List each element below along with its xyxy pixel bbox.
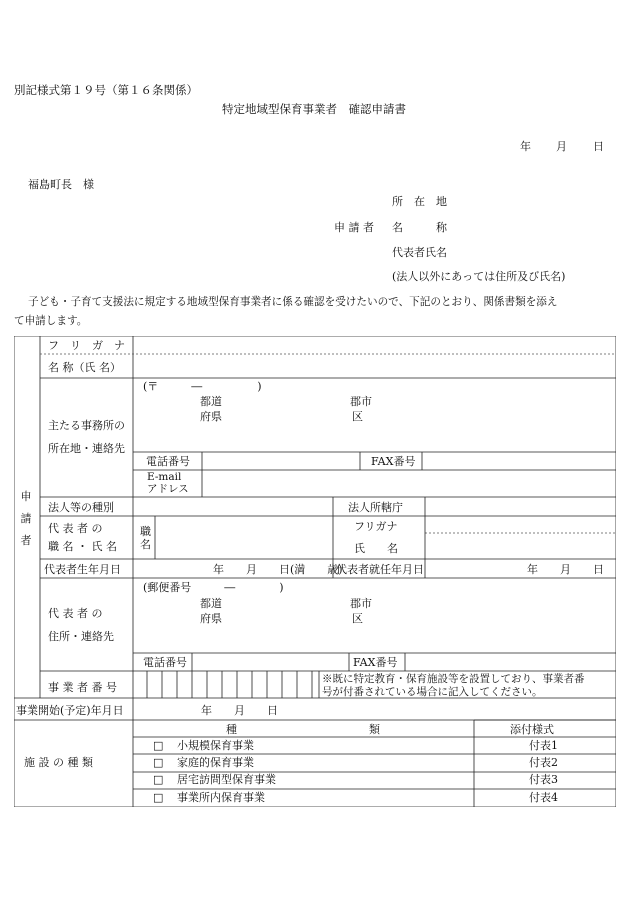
applicant-vertical-label: 申請者 [20, 490, 32, 547]
start-date-label: 事業開始(予定)年月日 [16, 704, 124, 717]
operator-note-1: ※既に特定教育・保育施設等を設置しており、事業者番 [322, 673, 585, 685]
prefecture-label-1: 都道 [200, 395, 222, 408]
date-month: 月 [556, 140, 567, 153]
phone-label: 電話番号 [146, 455, 190, 468]
facility-name: 小規模保育事業 [177, 739, 254, 752]
main-office-label-2: 所在地・連絡先 [48, 442, 125, 455]
rep-title-label-2: 職 名 ・ 氏 名 [48, 540, 117, 553]
intro-line-2: て申請します。 [14, 315, 88, 327]
rep-fax-label: FAX番号 [353, 656, 398, 669]
rep-prefecture-label-1: 都道 [200, 597, 222, 610]
rep-prefecture-label-2: 府県 [200, 612, 222, 625]
type-column-header: 種 類 [226, 723, 380, 736]
rep-appointed-label: 代表者就任年月日 [336, 563, 424, 576]
facility-checkbox[interactable]: □ [153, 773, 164, 786]
corp-type-label: 法人等の種別 [48, 501, 114, 514]
applicant-address-label: 所 在 地 [392, 195, 447, 208]
applicant-note: (法人以外にあっては住所及び氏名) [392, 270, 566, 283]
date-day: 日 [593, 140, 604, 153]
corp-authority-label: 法人所轄庁 [348, 501, 403, 514]
facility-attachment: 付表2 [529, 756, 558, 769]
city-label-1: 郡市 [350, 395, 372, 408]
furigana-label: フ リ ガ ナ [48, 339, 125, 352]
document-title: 特定地域型保育事業者 確認申請書 [222, 102, 406, 116]
postal-field[interactable]: (〒 ― ) [143, 380, 262, 393]
rep-address-label-2: 住所・連絡先 [48, 630, 114, 643]
city-label-2: 区 [352, 410, 363, 423]
applicant-name-label: 名 称 [392, 221, 447, 234]
rep-city-label-2: 区 [352, 612, 363, 625]
facility-name: 事業所内保育事業 [177, 791, 265, 804]
form-number: 別記様式第１９号（第１６条関係） [14, 83, 198, 97]
facility-attachment: 付表1 [529, 739, 558, 752]
facility-checkbox[interactable]: □ [153, 739, 164, 752]
attachment-column-header: 添付様式 [510, 723, 554, 736]
rep-postal-field[interactable]: (郵便番号 ― ) [143, 581, 284, 594]
applicant-label: 申 請 者 [334, 221, 374, 234]
rep-position-label-2: 名 [140, 538, 151, 551]
rep-furigana-label: フリガナ [354, 520, 398, 533]
facility-name: 居宅訪問型保育事業 [177, 773, 276, 786]
rep-address-label-1: 代 表 者 の [48, 607, 103, 620]
email-label-1: E-mail [147, 471, 182, 483]
rep-position-label-1: 職 [140, 525, 151, 538]
rep-phone-label: 電話番号 [143, 656, 187, 669]
rep-title-label-1: 代 表 者 の [48, 522, 103, 535]
rep-appointed-field[interactable]: 年 月 日 [527, 563, 604, 576]
email-label-2: アドレス [147, 483, 189, 495]
name-label: 名 称（氏 名） [48, 361, 121, 374]
rep-birth-field[interactable]: 年 月 日(満 歳) [213, 563, 343, 576]
recipient: 福島町長 様 [28, 178, 94, 191]
facility-checkbox[interactable]: □ [153, 791, 164, 804]
operator-number-label: 事 業 者 番 号 [48, 681, 117, 694]
facility-checkbox[interactable]: □ [153, 756, 164, 769]
applicant-representative-label: 代表者氏名 [392, 246, 447, 259]
rep-name-label: 氏 名 [354, 542, 398, 555]
prefecture-label-2: 府県 [200, 410, 222, 423]
intro-line-1: 子ども・子育て支援法に規定する地域型保育事業者に係る確認を受けたいので、下記のとおり、関係書類を添え [28, 296, 558, 308]
facility-attachment: 付表3 [529, 773, 558, 786]
fax-label: FAX番号 [371, 455, 416, 468]
rep-city-label-1: 郡市 [350, 597, 372, 610]
start-date-field[interactable]: 年 月 日 [201, 704, 278, 717]
main-office-label-1: 主たる事務所の [48, 419, 125, 432]
date-year: 年 [520, 140, 531, 153]
facility-attachment: 付表4 [529, 791, 558, 804]
operator-note-2: 号が付番されている場合に記入してください。 [322, 686, 543, 698]
facility-name: 家庭的保育事業 [177, 756, 254, 769]
rep-birth-label: 代表者生年月日 [44, 563, 121, 576]
facility-type-label: 施 設 の 種 類 [24, 756, 93, 769]
